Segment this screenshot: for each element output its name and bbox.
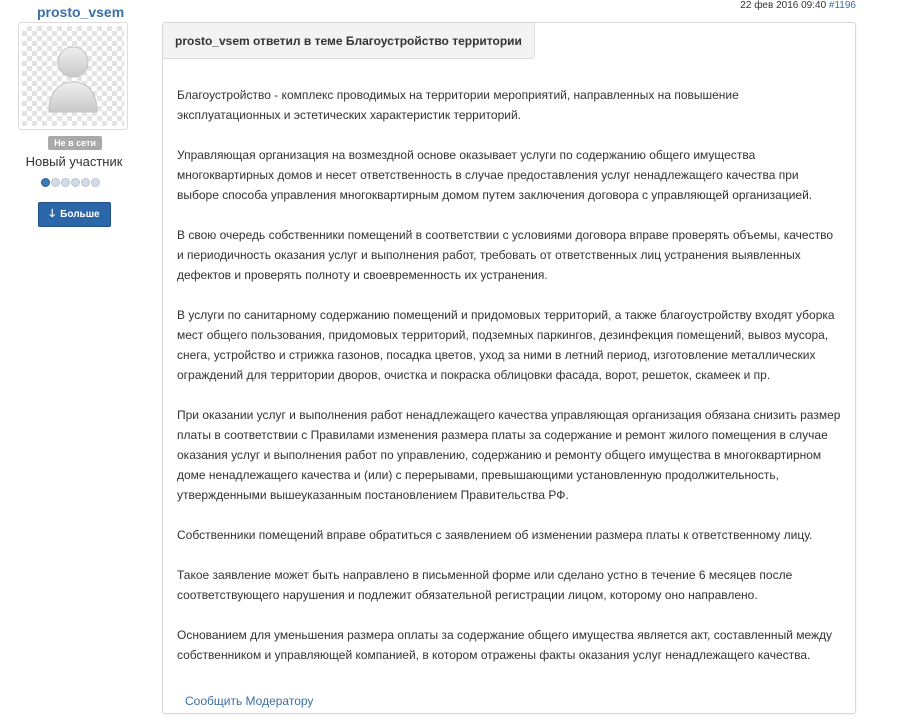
rank-pip [71,178,80,187]
user-rank: Новый участник [25,154,123,169]
post-paragraph: Такое заявление может быть направлено в письменной форме или сделано устно в течение 6 месяцев после соответствующего нарушения и подлежит обязательной регистрации лицом, которому оно направлено. [177,568,793,602]
post-paragraph: Собственники помещений вправе обратиться с заявлением об изменении размера платы к ответственному лицу. [177,528,813,542]
post-meta [740,0,856,11]
status-badge: Не в сети [48,136,102,150]
rank-pip [51,178,60,187]
post-header: prosto_vsem ответил в теме Благоустройство территории [163,23,535,59]
post-number-link[interactable]: #1196 [828,0,856,11]
report-moderator-link[interactable]: Сообщить Модератору [185,694,314,708]
rank-pip [91,178,100,187]
post-paragraph: Основанием для уменьшения размера оплаты за содержание общего имущества является акт, составленный между собственником и управляющей компанией, в котором отражены факты оказания услуг ненадлежащего качества. [177,628,833,662]
rank-pip [41,178,50,187]
more-button[interactable] [38,202,111,227]
avatar-image [22,26,124,126]
more-button-label: Больше [60,209,100,220]
avatar[interactable] [18,22,128,130]
post-paragraph: Управляющая организация на возмездной основе оказывает услуги по содержанию общего имущества многоквартирных домов и несет ответственность в случае предоставления услуг ненадлежащего качества при выборе способа управления многоквартирным домом путем заключения договора с управляющей организацией. [177,148,813,202]
post-paragraph: При оказании услуг и выполнения работ ненадлежащего качества управляющая организация обязана снизить размер платы в соответствии с Правилами изменения размера платы за содержание и ремонт жилого помещения в случае оказания услуг и выполнения работ по управлению, содержанию и ремонту общего имущества в многоквартирном доме ненадлежащего качества и (или) с перерывами, превышающими установленную продолжительность, утвержденными вышеуказанным постановлением Правительства РФ. [177,408,841,502]
post-card [162,22,856,714]
post-paragraph: Благоустройство - комплекс проводимых на территории мероприятий, направленных на повышение эксплуатационных и эстетических характеристик территорий. [177,88,739,122]
rank-pip [61,178,70,187]
post-paragraph: В свою очередь собственники помещений в соответствии с условиями договора вправе проверять объемы, качество и периодичность оказания услуг и выполнения работ, требовать от ответственных лиц устранения выявленных дефектов и проверять полноту и своевременность их устранения. [177,228,833,282]
post-date: 22 фев 2016 09:40 [740,0,827,11]
post-body [177,85,843,685]
post-paragraph: В услуги по санитарному содержанию помещений и придомовых территорий, а также благоустройству входят уборка мест общего пользования, придомовых территорий, подземных паркингов, дезинфекция помещений, вывоз мусора, снега, устройство и стрижка газонов, посадка цветов, уход за ними в летний период, изготовление металлических ограждений для территории дворов, очистка и покраска облицовки фасада, ворот, решеток, скамеек и пр. [177,308,835,382]
user-silhouette-icon [22,26,124,126]
rank-pips [41,178,100,187]
rank-pip [81,178,90,187]
arrow-down-icon: 🡓 [49,208,56,220]
author-username[interactable]: prosto_vsem [37,4,125,20]
